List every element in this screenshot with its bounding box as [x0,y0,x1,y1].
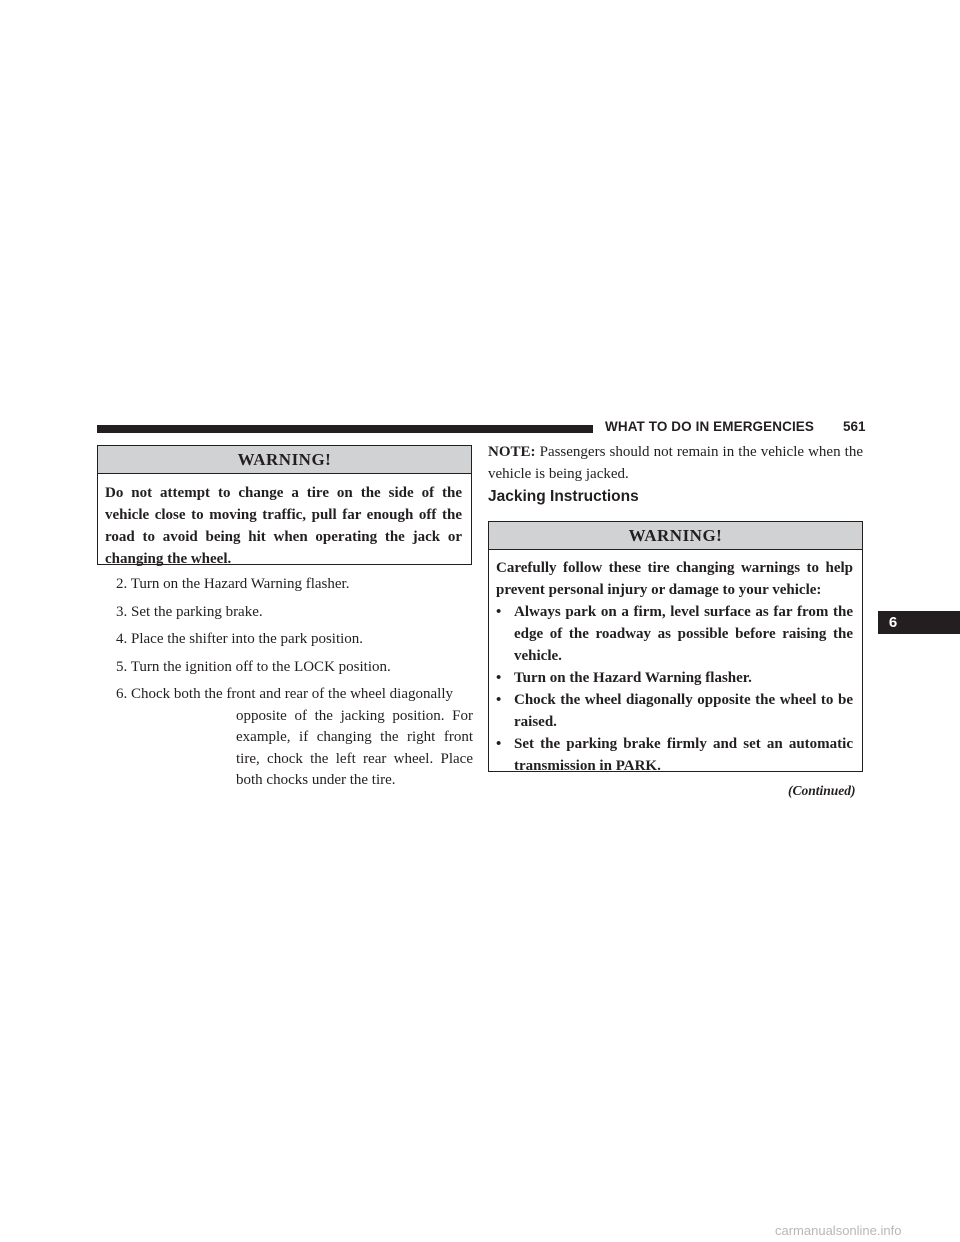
bullet-text: Chock the wheel diagonally opposite the wheel to be raised. [514,692,853,730]
warning-title: WARNING! [489,522,862,550]
warning-box-left [97,445,472,565]
subheading-jacking-instructions: Jacking Instructions [488,488,639,505]
bullet-text: Set the parking brake firmly and set an automatic transmission in PARK. [514,736,853,774]
watermark: carmanualsonline.info [775,1223,902,1238]
chapter-tab [878,611,960,634]
header-rule [97,425,593,433]
step-item: 3. Set the parking brake. [116,604,263,620]
step6-continuation: opposite of the jacking position. For example, if changing the right front tire, chock the left rear wheel. Place both chocks under the tire. [236,707,473,788]
note-label: NOTE: [488,444,536,460]
step-item: 4. Place the shifter into the park position. [116,631,364,647]
warning-bullet [496,667,853,689]
continued-label: (Continued) [788,783,856,798]
warning-bullet [496,689,853,733]
section-title: WHAT TO DO IN EMERGENCIES [605,419,815,434]
step6-first-line: 6. Chock both the front and rear of the wheel diagonally [116,686,453,702]
chapter-number: 6 [888,614,898,631]
note-text: Passengers should not remain in the vehicle when the vehicle is being jacked. [488,444,863,482]
note-paragraph [488,441,863,485]
bullet-icon: • [496,670,502,686]
bullet-icon: • [496,604,502,620]
warning-text: Do not attempt to change a tire on the side of the vehicle close to moving traffic, pull far enough off the road to avoid being hit when operating the jack or changing the wheel. [105,485,462,567]
page-number: 561 [843,419,866,434]
step-item: 5. Turn the ignition off to the LOCK position. [116,659,391,675]
bullet-icon: • [496,692,502,708]
warning-title: WARNING! [98,446,471,474]
warning-body [489,550,862,777]
warning-bullet [496,733,853,777]
warning-box-right [488,521,863,772]
bullet-icon: • [496,736,502,752]
step-item: 2. Turn on the Hazard Warning flasher. [116,576,350,592]
bullet-text: Turn on the Hazard Warning flasher. [514,670,752,686]
step-item-6 [116,684,473,792]
warning-intro: Carefully follow these tire changing warnings to help prevent personal injury or damage to your vehicle: [496,560,853,598]
bullet-text: Always park on a firm, level surface as far from the edge of the roadway as possible before raising the vehicle. [514,604,853,664]
warning-bullet [496,601,853,667]
